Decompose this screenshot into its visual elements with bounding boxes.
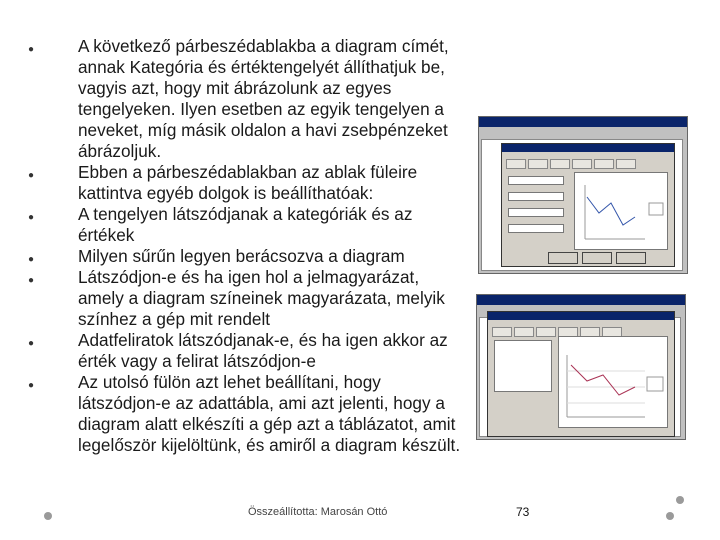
bullet-icon: ● [28, 44, 35, 55]
dialog-tab [572, 159, 592, 169]
dialog-tab [616, 159, 636, 169]
dialog-tab [514, 327, 534, 337]
bullet-item [28, 246, 468, 267]
bullet-item [28, 372, 468, 456]
bullet-text: Adatfeliratok látszódjanak-e, és ha igen akkor az érték vagy a felirat látszódjon-e [78, 330, 448, 371]
title-field [508, 176, 564, 185]
dialog-button [548, 252, 578, 264]
bullet-text: A tengelyen látszódjanak a kategóriák és az értékek [78, 204, 413, 245]
dialog-tabs [492, 324, 670, 332]
bullet-text: Ebben a párbeszédablakban az ablak füleire kattintva egyéb dolgok is beállíthatóak: [78, 162, 418, 203]
bullet-icon: ● [28, 254, 35, 265]
chart-options-dialog [487, 311, 675, 437]
bullet-item [28, 204, 468, 246]
decorative-dot-right-top [676, 496, 684, 504]
decorative-dot-left [44, 512, 52, 520]
preview-line-chart [559, 337, 667, 427]
preview-line-chart [575, 173, 667, 249]
bullet-icon: ● [28, 170, 35, 181]
bullet-icon: ● [28, 338, 35, 349]
dialog-titlebar [488, 312, 674, 320]
window-titlebar [479, 117, 687, 127]
footer-author: Összeállította: Marosán Ottó [248, 506, 388, 518]
dialog-button [582, 252, 612, 264]
screenshot-chart-options-legend [476, 294, 686, 440]
dialog-titlebar [502, 144, 674, 152]
value-axis-field [508, 208, 564, 217]
dialog-tab [536, 327, 556, 337]
second-axis-field [508, 224, 564, 233]
bullet-text: Látszódjon-e és ha igen hol a jelmagyarázat, amely a diagram színeinek magyarázata, melyik színhez a gép mit rendelt [78, 267, 445, 329]
dialog-tab [528, 159, 548, 169]
screenshot-chart-options-titles [478, 116, 688, 274]
bullet-icon: ● [28, 275, 35, 286]
dialog-tab [506, 159, 526, 169]
bullet-icon: ● [28, 212, 35, 223]
bullet-list [28, 36, 468, 456]
dialog-tab [550, 159, 570, 169]
bullet-icon: ● [28, 380, 35, 391]
chart-preview [558, 336, 668, 428]
dialog-tab [492, 327, 512, 337]
bullet-item [28, 162, 468, 204]
bullet-item [28, 36, 468, 162]
chart-options-dialog [501, 143, 675, 267]
chart-preview [574, 172, 668, 250]
options-group [494, 340, 552, 392]
dialog-tab [594, 159, 614, 169]
page-number: 73 [516, 505, 530, 519]
dialog-tabs [506, 156, 670, 164]
bullet-item [28, 267, 468, 330]
decorative-dot-right [666, 512, 674, 520]
bullet-text: Az utolsó fülön azt lehet beállítani, hogy látszódjon-e az adattábla, ami azt jelenti, hogy a diagram alatt elkészíti a gép azt a táblázatot, amit legelőször kijelöltünk, és amiről a diagram készült. [78, 372, 461, 455]
window-titlebar [477, 295, 685, 305]
bullet-text: A következő párbeszédablakba a diagram címét, annak Kategória és értéktengelyét állíthatjuk be, vagyis azt, hogy mit ábrázolunk az egyes tengelyeken. Ilyen esetben az egyik tengelyen a neveket, míg másik oldalon a havi zsebpénzeket ábrázoljuk. [78, 36, 449, 161]
category-axis-field [508, 192, 564, 201]
bullet-item [28, 330, 468, 372]
dialog-button [616, 252, 646, 264]
bullet-text: Milyen sűrűn legyen berácsozva a diagram [78, 246, 405, 266]
